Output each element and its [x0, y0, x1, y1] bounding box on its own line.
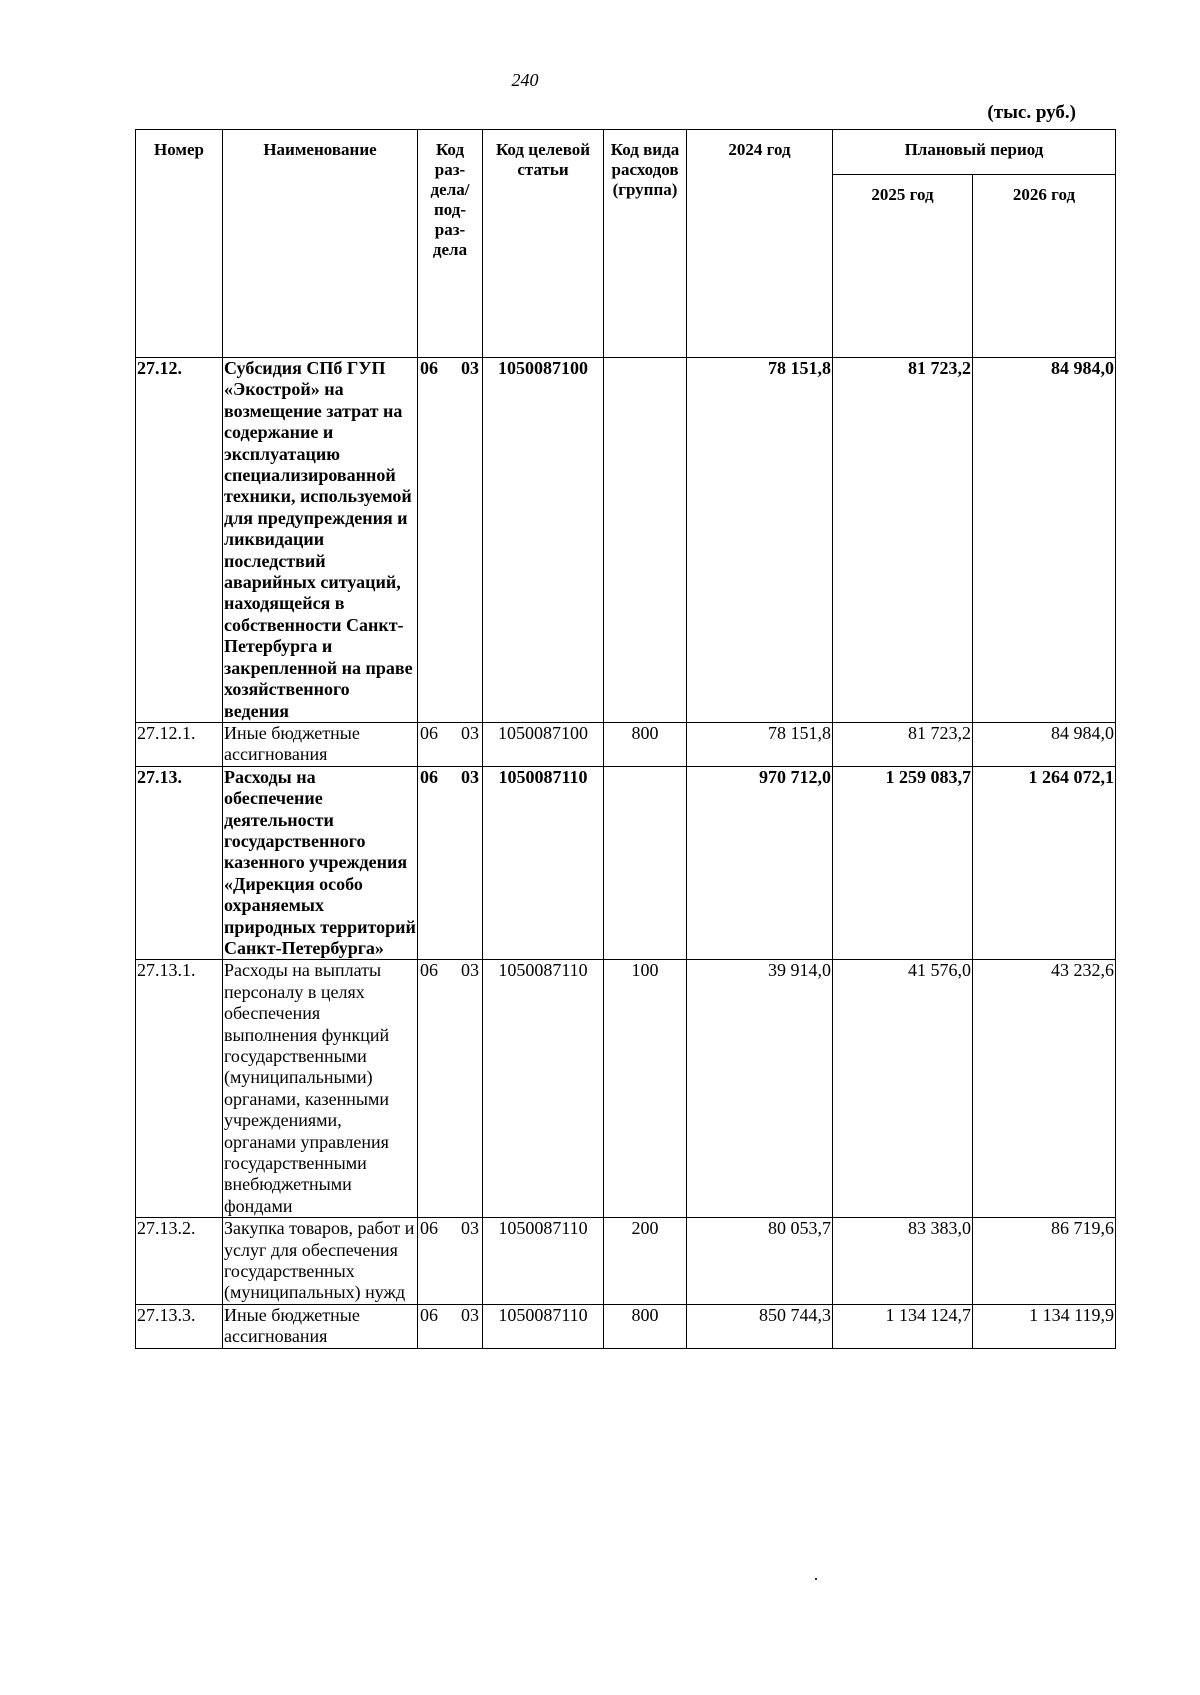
- row-section-code: [418, 1304, 483, 1348]
- section-code: 06: [420, 1218, 438, 1239]
- header-number: Номер: [136, 130, 223, 358]
- row-2025: 41 576,0: [833, 960, 973, 1218]
- row-2025: 83 383,0: [833, 1218, 973, 1305]
- row-number: 27.13.: [136, 766, 223, 960]
- page-number: 240: [511, 70, 539, 90]
- header-section-code: Код раз-дела/ под-раз-дела: [418, 130, 483, 358]
- row-number: 27.13.1.: [136, 960, 223, 1218]
- row-2024: 78 151,8: [687, 722, 833, 766]
- budget-table: [135, 129, 1116, 1349]
- table-row: [136, 960, 1116, 1218]
- table-row: [136, 1304, 1116, 1348]
- row-2024: 970 712,0: [687, 766, 833, 960]
- subsection-code: 03: [461, 358, 479, 378]
- section-code: 06: [420, 1304, 438, 1325]
- row-target-code: 1050087110: [483, 1218, 604, 1305]
- row-expense-type: [604, 766, 687, 960]
- row-2025: 81 723,2: [833, 358, 973, 723]
- row-section-code: [418, 960, 483, 1218]
- row-name: Закупка товаров, работ и услуг для обеспечения государственных (муниципальных) нужд: [223, 1218, 418, 1305]
- table-row: [136, 358, 1116, 723]
- scan-speck: [815, 1578, 817, 1580]
- header-row: [136, 130, 1116, 175]
- row-target-code: 1050087110: [483, 1304, 604, 1348]
- subsection-code: 03: [461, 1218, 479, 1239]
- row-number: 27.13.2.: [136, 1218, 223, 1305]
- header-2024: 2024 год: [687, 130, 833, 358]
- subsection-code: 03: [461, 1304, 479, 1325]
- row-2025: 1 259 083,7: [833, 766, 973, 960]
- table-row: [136, 722, 1116, 766]
- row-section-code: [418, 1218, 483, 1305]
- row-2026: 1 134 119,9: [973, 1304, 1116, 1348]
- row-2026: 43 232,6: [973, 960, 1116, 1218]
- header-2026: 2026 год: [973, 175, 1116, 358]
- row-name: Расходы на выплаты персоналу в целях обеспечения выполнения функций государственными (муниципальными) органами, казенными учреждениями, органами управления государственными внебюджетными фондами: [223, 960, 418, 1218]
- row-section-code: [418, 766, 483, 960]
- row-expense-type: 800: [604, 722, 687, 766]
- row-2026: 1 264 072,1: [973, 766, 1116, 960]
- header-2025: 2025 год: [833, 175, 973, 358]
- row-name: Расходы на обеспечение деятельности государственного казенного учреждения «Дирекция особо охраняемых природных территорий Санкт-Петербурга»: [224, 766, 416, 958]
- header-target-code: Код целевой статьи: [483, 130, 604, 358]
- row-2024: 39 914,0: [687, 960, 833, 1218]
- table-row: [136, 766, 1116, 960]
- row-section-code: [418, 722, 483, 766]
- row-number: 27.12.: [136, 358, 223, 723]
- row-name: Иные бюджетные ассигнования: [223, 722, 418, 766]
- section-code: 06: [420, 358, 438, 378]
- row-name: Субсидия СПб ГУП «Экострой» на возмещение затрат на содержание и эксплуатацию специализированной техники, используемой для предупреждения и ликвидации последствий аварийных ситуаций, находящейся в собственности Санкт-Петербурга и закрепленной на праве хозяйственного ведения: [223, 358, 418, 723]
- row-2026: 84 984,0: [973, 722, 1116, 766]
- row-target-code: 1050087100: [483, 722, 604, 766]
- row-2025: 1 134 124,7: [833, 1304, 973, 1348]
- section-code: 06: [420, 766, 438, 787]
- row-name: Иные бюджетные ассигнования: [223, 1304, 418, 1348]
- row-target-code: 1050087110: [483, 960, 604, 1218]
- row-2024: 78 151,8: [687, 358, 833, 723]
- row-expense-type: 200: [604, 1218, 687, 1305]
- row-2024: 850 744,3: [687, 1304, 833, 1348]
- row-target-code: 1050087110: [483, 766, 604, 960]
- row-target-code: 1050087100: [483, 358, 604, 723]
- row-2026: 84 984,0: [973, 358, 1116, 723]
- row-section-code: [418, 358, 483, 723]
- row-2024: 80 053,7: [687, 1218, 833, 1305]
- row-expense-type: 100: [604, 960, 687, 1218]
- subsection-code: 03: [461, 766, 479, 787]
- section-code: 06: [420, 960, 438, 981]
- row-number: 27.12.1.: [136, 722, 223, 766]
- row-2026: 86 719,6: [973, 1218, 1116, 1305]
- row-expense-type: [604, 358, 687, 723]
- row-expense-type: 800: [604, 1304, 687, 1348]
- table-body: [136, 358, 1116, 1349]
- row-number: 27.13.3.: [136, 1304, 223, 1348]
- table-row: [136, 1218, 1116, 1305]
- units-label: (тыс. руб.): [987, 102, 1076, 123]
- header-plan-period: Плановый период: [833, 130, 1116, 175]
- subsection-code: 03: [461, 960, 479, 981]
- row-2025: 81 723,2: [833, 722, 973, 766]
- header-expense-type: Код вида расходов (группа): [604, 130, 687, 358]
- subsection-code: 03: [461, 722, 479, 743]
- header-name: Наименование: [223, 130, 418, 358]
- section-code: 06: [420, 722, 438, 743]
